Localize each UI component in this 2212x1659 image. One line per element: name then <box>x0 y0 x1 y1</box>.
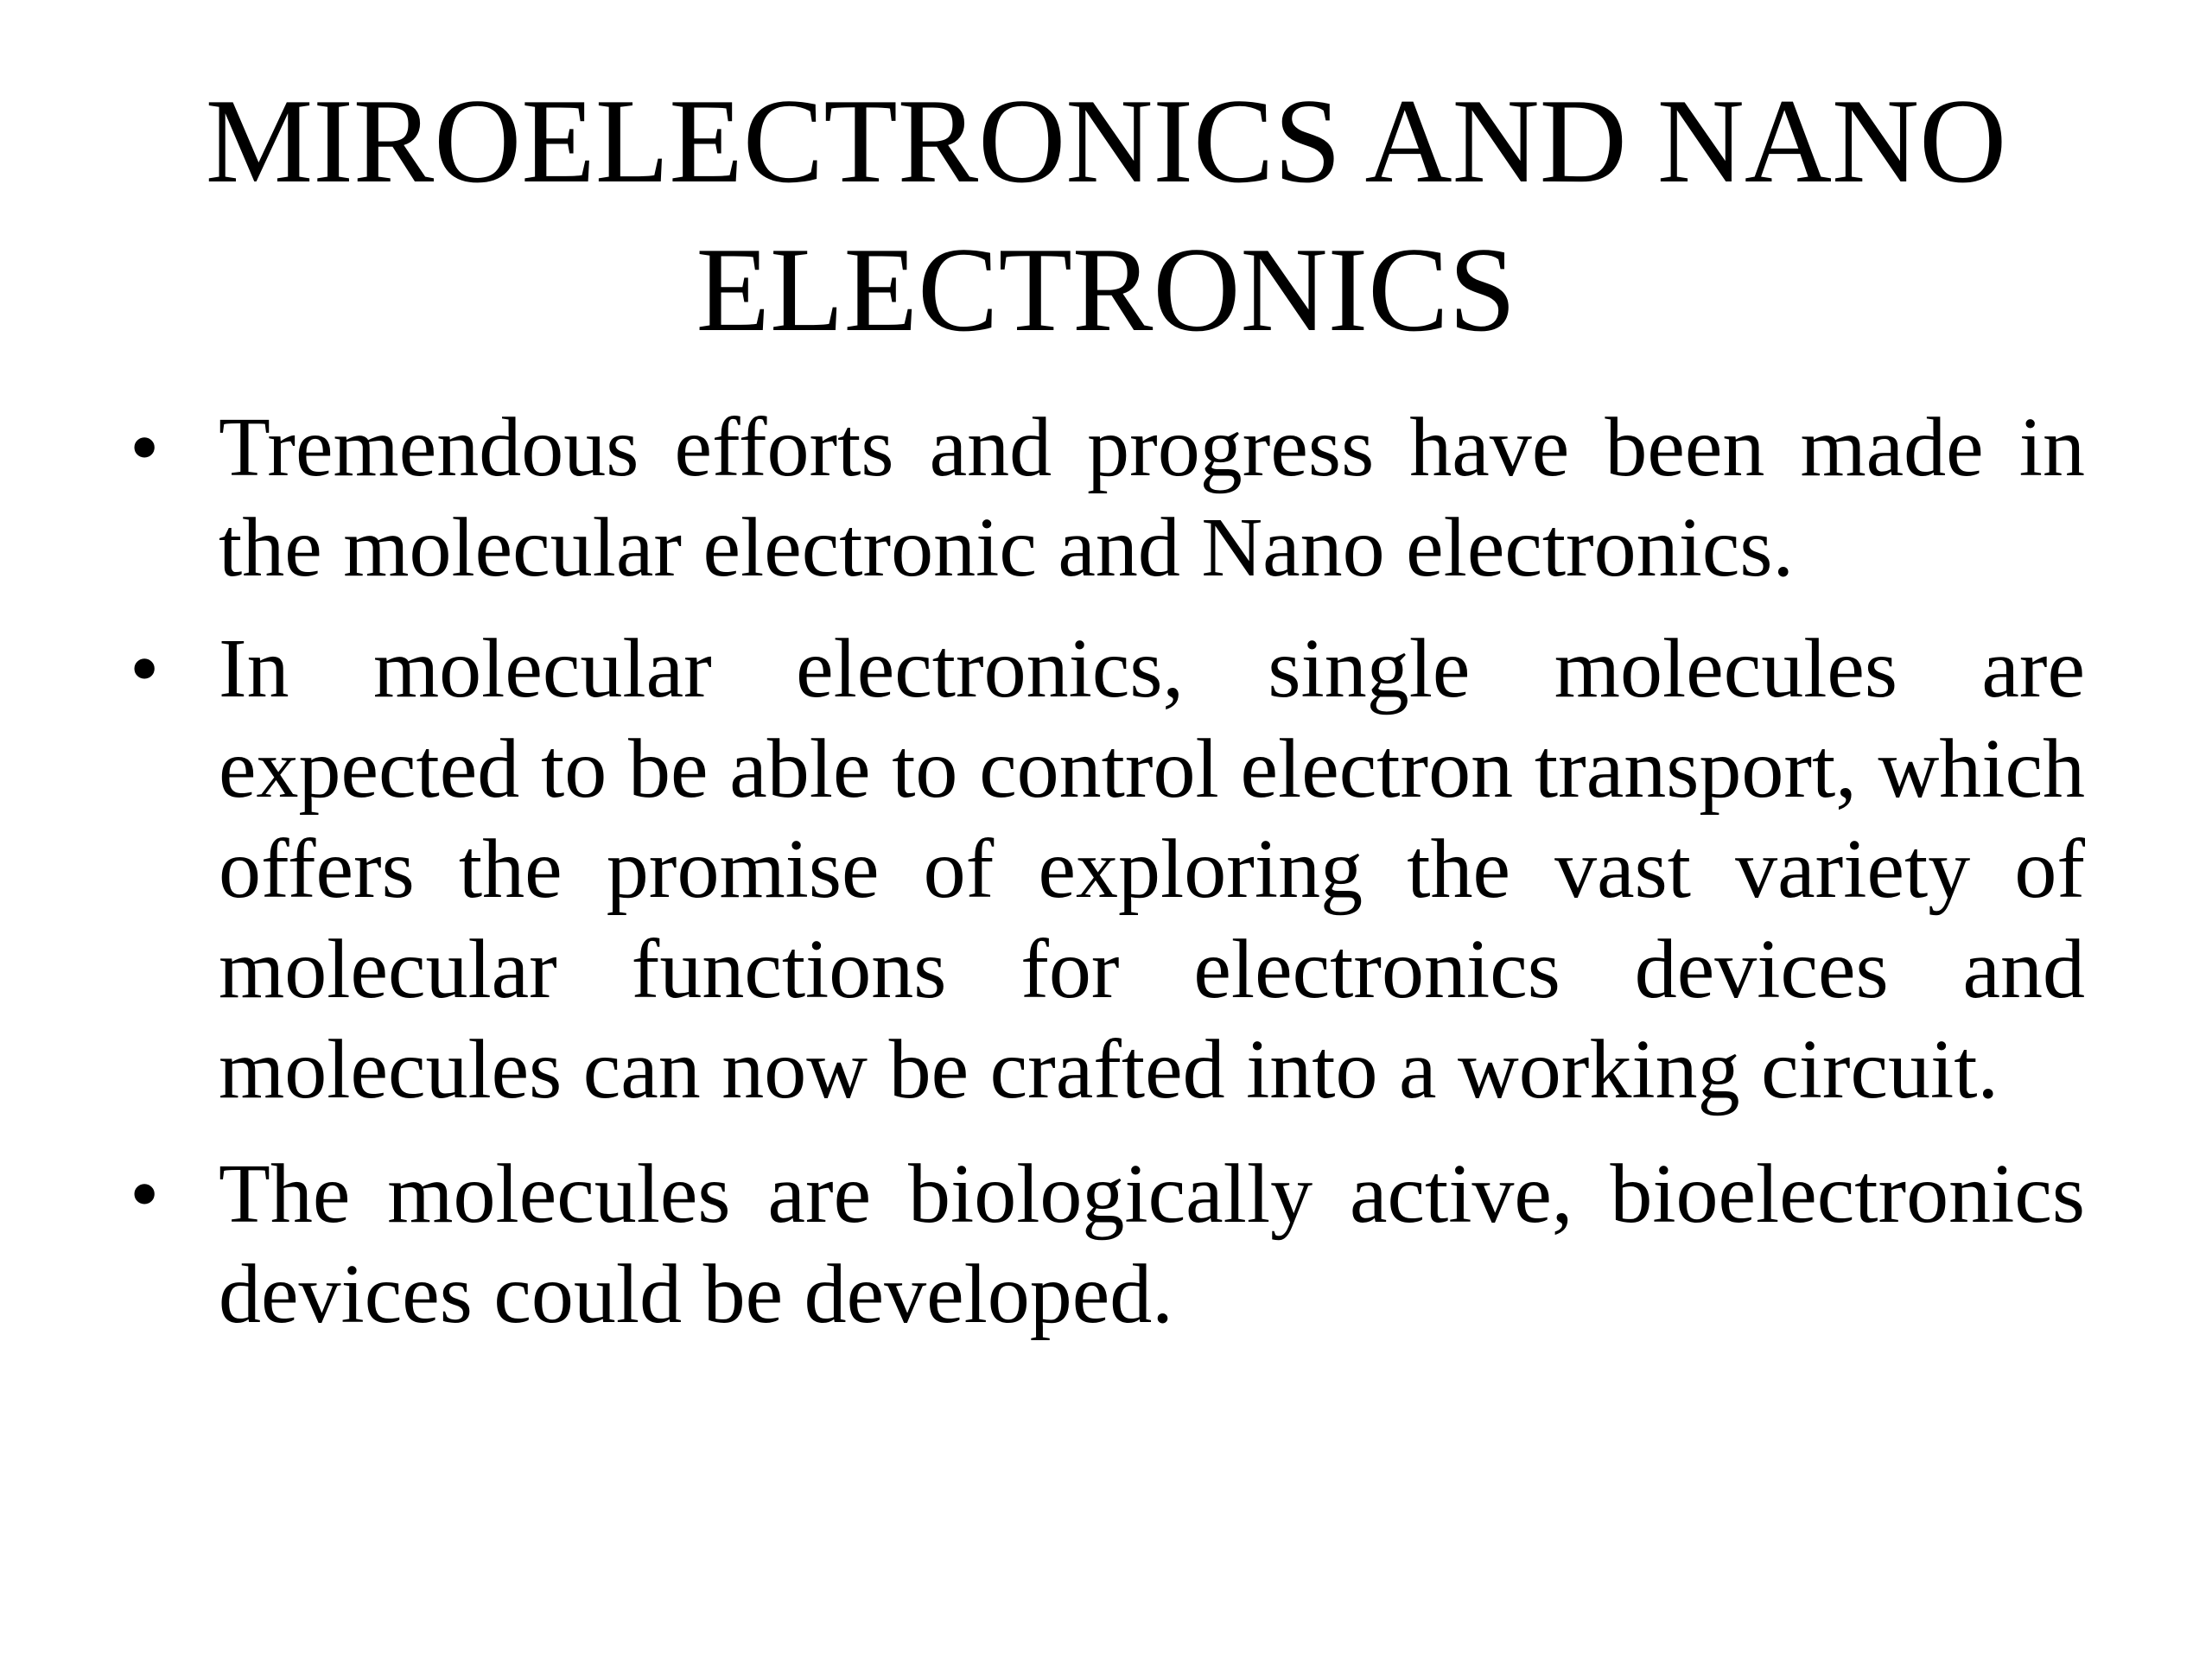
bullet-text: Tremendous efforts and progress have been made in the molecular electronic and Nano electronics. <box>219 401 2085 594</box>
bullet-item <box>130 397 2085 598</box>
bullet-item <box>130 619 2085 1120</box>
bullet-text: In molecular electronics, single molecules are expected to be able to control electron transport, which offers the promise of exploring the vast variety of molecular functions for electronics devices and molecules can now be crafted into a working circuit. <box>219 622 2085 1116</box>
slide-title <box>138 67 2074 365</box>
bullet-dot-icon: • <box>130 401 160 494</box>
bullet-dot-icon: • <box>130 622 160 715</box>
slide-title-line-1: MIROELECTRONICS AND NANO <box>205 74 2007 208</box>
bullet-item <box>130 1144 2085 1344</box>
bullet-text: The molecules are biologically active, bioelectronics devices could be developed. <box>219 1147 2085 1341</box>
slide-title-line-2: ELECTRONICS <box>696 223 1516 357</box>
bullet-list <box>130 397 2085 1367</box>
bullet-dot-icon: • <box>130 1147 160 1241</box>
